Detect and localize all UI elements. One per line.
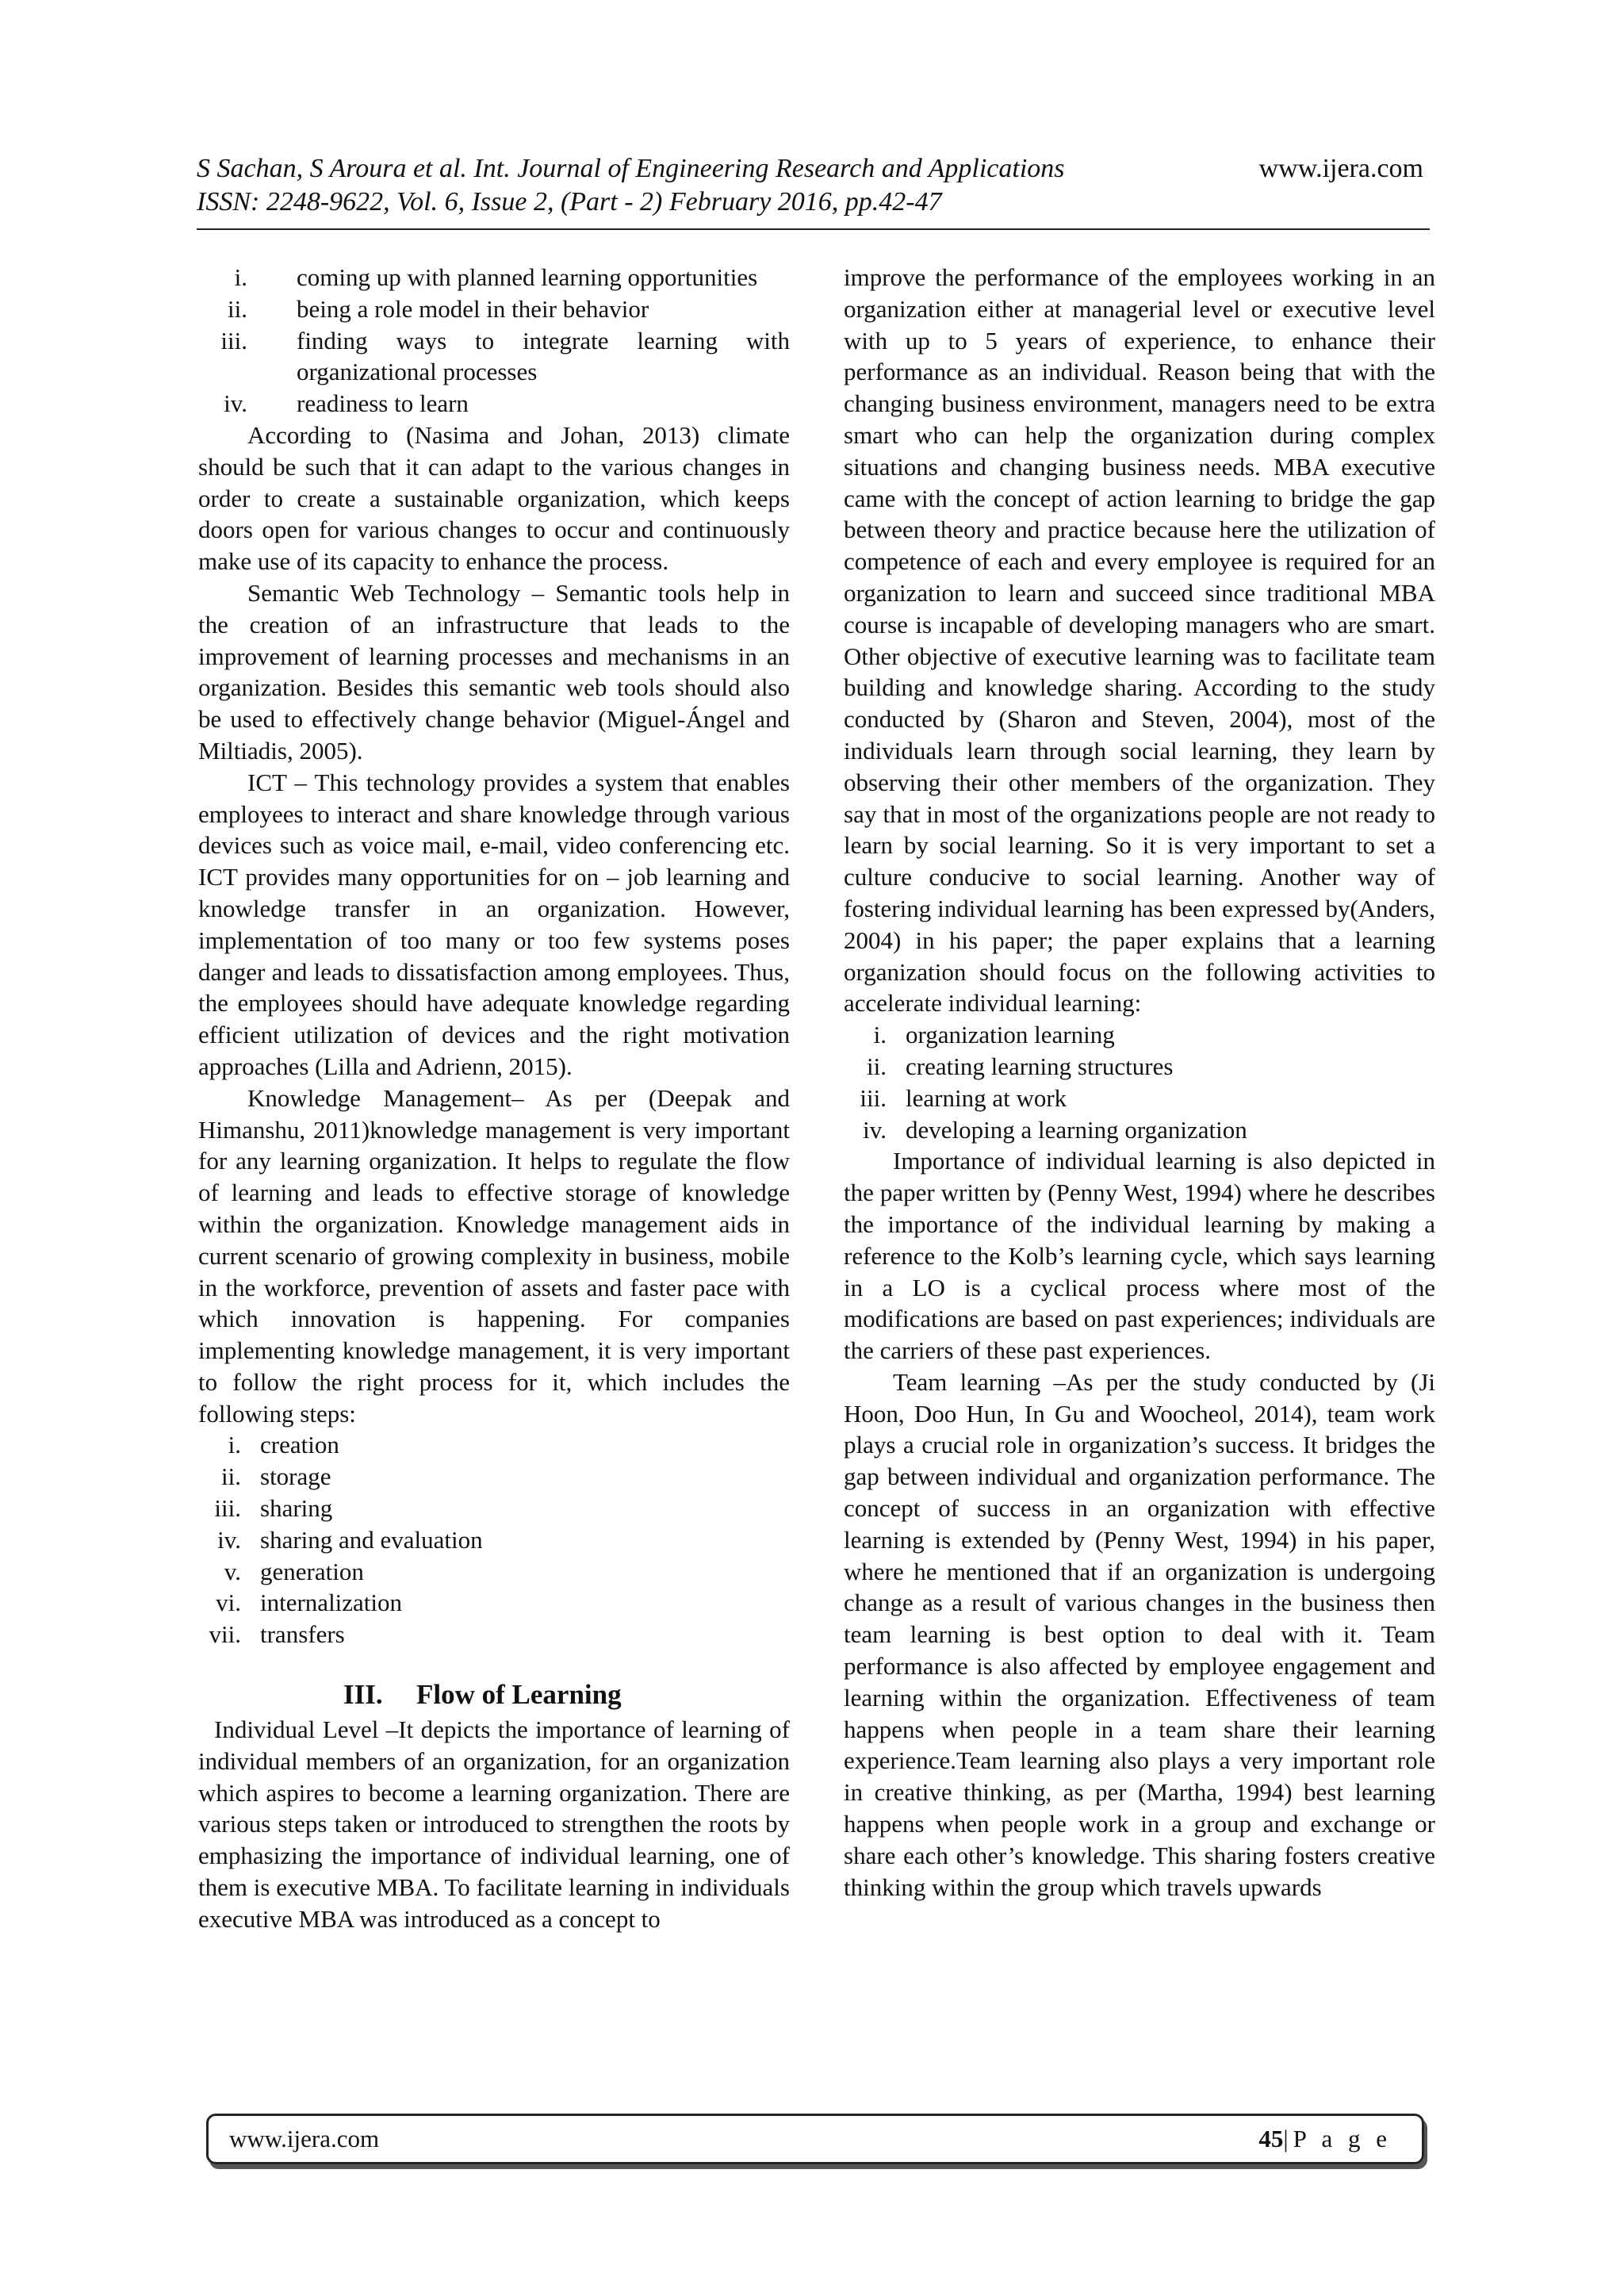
list-item: vi. internalization	[216, 1589, 403, 1617]
list-item: i. coming up with planned learning opportunities	[234, 263, 758, 291]
header-website-link[interactable]: www.ijera.com	[1258, 154, 1423, 183]
section-title: Flow of Learning	[416, 1679, 622, 1711]
leadership-behaviors-list	[198, 262, 790, 420]
paragraph-semantic-web: Semantic Web Technology – Semantic tools help in the creation of an infrastructure that leads to the improvement of learning processes and mechanisms in an organization. Besides this semantic web tools should also be used to effectively change behavior (Miguel-Ángel and Miltiadis, 2005).	[198, 578, 790, 765]
paragraph-knowledge-management: Knowledge Management– As per (Deepak and Himanshu, 2011)knowledge management is very important for any learning organization. It helps to regulate the flow of learning and leads to effective storage of knowledge within the organization. Knowledge management aids in current scenario of growing complexity in business, mobile in the workforce, prevention of assets and faster pace with which innovation is happening. For companies implementing knowledge management, it is very important to follow the right process for it, which includes the following steps:	[198, 1083, 790, 1428]
individual-learning-activities-list	[844, 1019, 1435, 1145]
paragraph-ict: ICT – This technology provides a system that enables employees to interact and share knowledge through various devices such as voice mail, e-mail, video conferencing etc. ICT provides many opportunities for on – job learning and knowledge transfer in an organization. However, implementation of too many or too few systems poses danger and leads to dissatisfaction among employees. Thus, the employees should have adequate knowledge regarding efficient utilization of devices and the right motivation approaches (Lilla and Adrienn, 2015).	[198, 768, 790, 1080]
paragraph-mba-continued: improve the performance of the employees working in an organization either at managerial level or executive level with up to 5 years of experience, to enhance their performance as an individual. Reason being that with the changing business environment, managers need to be extra smart who can help the organization during complex situations and changing business needs. MBA executive came with the concept of action learning to bridge the gap between theory and practice because here the utilization of competence of each and every employee is required for an organization to learn and succeed since traditional MBA course is incapable of developing managers who are smart. Other objective of executive learning was to facilitate team building and knowledge sharing. According to the study conducted by (Sharon and Steven, 2004), most of the individuals learn through social learning, they learn by observing their other members of the organization. They say that in most of the organizations people are not ready to learn by social learning. So it is very important to set a culture conducive to social learning. Another way of fostering individual learning has been expressed by(Anders, 2004) in his paper; the paper explains that a learning organization should focus on the following activities to accelerate individual learning:	[844, 263, 1435, 1018]
list-item: v. generation	[224, 1557, 364, 1585]
paragraph-team-learning: Team learning –As per the study conducted by (Ji Hoon, Doo Hun, In Gu and Woocheol, 2014), team work plays a crucial role in organization’s success. It bridges the gap between individual and organization performance. The concept of success in an organization with effective learning is extended by (Penny West, 1994) in his paper, where he mentioned that if an organization is undergoing change as a result of various changes in the business then team learning is best option to deal with it. Team performance is also affected by employee engagement and learning within the organization. Effectiveness of team happens when people in a team share their learning experience.Team learning also plays a very important role in creative thinking, as per (Martha, 1994) best learning happens when people work in a group and exchange or share each other’s knowledge. This sharing fosters creative thinking within the group which travels upwards	[844, 1367, 1435, 1901]
header-citation-line: S Sachan, S Aroura et al. Int. Journal of Engineering Research and Applications	[197, 154, 1065, 183]
list-item: iii. sharing	[214, 1494, 333, 1523]
footer-page-indicator	[1258, 2116, 1392, 2162]
right-column	[844, 262, 1435, 1903]
section-heading	[198, 1677, 790, 1712]
list-item: iii. finding ways to integrate learning with organizational processes	[220, 326, 790, 386]
footer-website-link[interactable]: www.ijera.com	[229, 2125, 380, 2152]
list-item: ii. creating learning structures	[867, 1052, 1174, 1080]
list-item: iv. readiness to learn	[224, 389, 469, 418]
list-item: vii. transfers	[209, 1620, 345, 1649]
list-item: iii. learning at work	[860, 1083, 1067, 1112]
paragraph-individual-level: Individual Level –It depicts the importance of learning of individual members of an organization, for an organization which aspires to become a learning organization. There are various steps taken or introduced to strengthen the roots by emphasizing the importance of individual learning, one of them is executive MBA. To facilitate learning in individuals executive MBA was introduced as a concept to	[198, 1715, 790, 1933]
page-label: |P a g e	[1283, 2125, 1392, 2152]
list-item: i. organization learning	[873, 1021, 1115, 1049]
running-header	[197, 152, 1430, 230]
header-issn-line: ISSN: 2248-9622, Vol. 6, Issue 2, (Part - 2) February 2016, pp.42-47	[197, 187, 942, 217]
paragraph-climate: According to (Nasima and Johan, 2013) climate should be such that it can adapt to the various changes in order to create a sustainable organization, which keeps doors open for various changes to occur and continuously make use of its capacity to enhance the process.	[198, 420, 790, 576]
knowledge-steps-list	[198, 1429, 790, 1650]
left-column	[198, 262, 790, 1935]
list-item: iv. sharing and evaluation	[217, 1525, 483, 1554]
list-item: ii. storage	[221, 1462, 331, 1491]
list-item: iv. developing a learning organization	[863, 1115, 1247, 1144]
section-number: III.	[343, 1679, 383, 1711]
list-item: ii. being a role model in their behavior	[228, 294, 649, 323]
page-footer	[206, 2114, 1424, 2164]
list-item: i. creation	[228, 1431, 339, 1459]
page-number: 45	[1258, 2125, 1284, 2152]
paragraph-individual-importance: Importance of individual learning is also depicted in the paper written by (Penny West, 1994) where he describes the importance of the individual learning by making a reference to the Kolb’s learning cycle, which says learning in a LO is a cyclical process where most of the modifications are based on past experiences; individuals are the carriers of these past experiences.	[844, 1147, 1435, 1365]
